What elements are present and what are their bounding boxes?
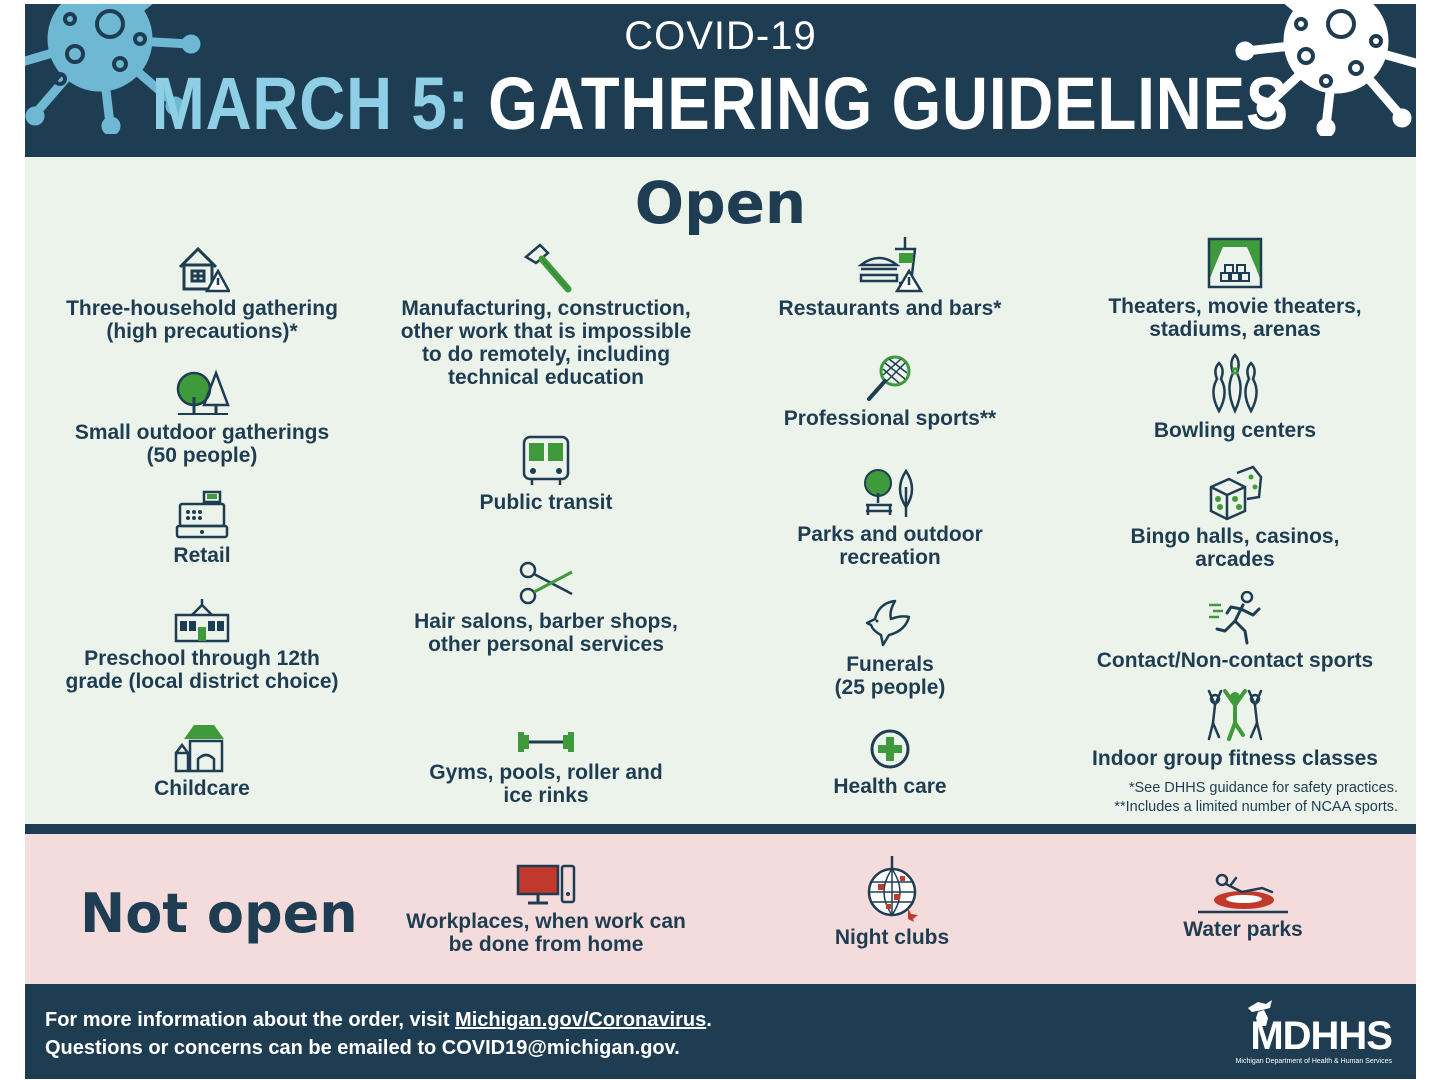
- item-label: Retail: [173, 544, 231, 567]
- item-label: Parks and outdoor: [797, 523, 983, 546]
- medical-cross-icon: [868, 727, 912, 771]
- footer: [25, 984, 1416, 1079]
- footer-line-1: [45, 1006, 712, 1034]
- item-label: Night clubs: [834, 926, 950, 949]
- open-item-bowling: [1075, 353, 1395, 442]
- open-item-retail: [42, 490, 362, 567]
- item-label: Preschool through 12th: [84, 647, 320, 670]
- park-icon: [860, 467, 920, 519]
- item-label: be done from home: [448, 933, 644, 956]
- footer-text: [45, 1006, 712, 1062]
- item-label: Small outdoor gatherings: [74, 421, 330, 444]
- not-open-section: [25, 834, 1416, 984]
- page-title-rest: GATHERING GUIDELINES: [488, 62, 1290, 145]
- open-item-health-care: [730, 727, 1050, 798]
- open-item-fitness: [1075, 687, 1395, 770]
- open-item-bingo: [1075, 465, 1395, 571]
- item-label: Indoor group fitness classes: [1092, 747, 1378, 770]
- dove-icon: [865, 599, 915, 649]
- footer-line-1-suffix: .: [706, 1009, 712, 1031]
- open-section-title: Open: [634, 169, 807, 237]
- open-item-professional-sports: [730, 353, 1050, 430]
- item-label: Workplaces, when work can: [406, 910, 686, 933]
- item-label: Restaurants and bars*: [778, 297, 1002, 320]
- item-label: Bowling centers: [1153, 419, 1317, 442]
- logo-text: MDHHS: [1250, 1014, 1392, 1058]
- open-item-manufacturing: [386, 243, 706, 389]
- item-label: stadiums, arenas: [1149, 318, 1321, 341]
- item-label: Manufacturing, construction,: [401, 297, 691, 320]
- item-label: to do remotely, including: [421, 343, 671, 366]
- item-label: Hair salons, barber shops,: [414, 610, 678, 633]
- runner-icon: [1207, 591, 1263, 645]
- header-banner: [25, 4, 1416, 157]
- bus-icon: [518, 433, 574, 487]
- item-label: arcades: [1195, 548, 1275, 571]
- computer-icon: [514, 862, 578, 906]
- section-divider: [25, 824, 1416, 834]
- not-open-item-night-clubs: [732, 856, 1052, 949]
- open-item-preschool: [42, 597, 362, 693]
- item-label: Professional sports**: [783, 407, 997, 430]
- item-label: Health care: [833, 775, 947, 798]
- item-label: Theaters, movie theaters,: [1108, 295, 1362, 318]
- item-label: (25 people): [834, 676, 946, 699]
- not-open-item-water-parks: [1083, 872, 1403, 941]
- not-open-item-workplaces: [386, 862, 706, 956]
- school-icon: [172, 597, 232, 643]
- footnotes: [1114, 779, 1398, 817]
- item-label: Three-household gathering: [66, 297, 338, 320]
- header-covid-label: COVID-19: [624, 14, 817, 58]
- dice-icon: [1207, 465, 1263, 521]
- open-item-hair-salons: [386, 560, 706, 656]
- building-blocks-icon: [172, 723, 232, 773]
- item-label: recreation: [839, 546, 941, 569]
- open-section: [25, 157, 1416, 824]
- footer-line-2: Questions or concerns can be emailed to COVID19@michigan.gov.: [45, 1037, 680, 1059]
- item-label: Bingo halls, casinos,: [1130, 525, 1340, 548]
- item-label: technical education: [447, 366, 645, 389]
- water-slide-icon: [1198, 872, 1288, 914]
- item-label: ice rinks: [503, 784, 589, 807]
- item-label: Contact/Non-contact sports: [1096, 649, 1374, 672]
- open-item-theaters: [1075, 237, 1395, 341]
- page-title: [122, 64, 1318, 144]
- scissors-icon: [518, 560, 574, 606]
- house-warning-icon: [174, 243, 230, 293]
- not-open-section-title: Not open: [80, 882, 358, 945]
- item-label: other work that is impossible: [400, 320, 692, 343]
- mdhhs-logo: [1222, 998, 1392, 1068]
- open-item-restaurants: [730, 235, 1050, 320]
- page-title-date: MARCH 5:: [151, 62, 470, 145]
- open-item-public-transit: [386, 433, 706, 514]
- item-label: Water parks: [1183, 918, 1303, 941]
- item-label: (high precautions)*: [106, 320, 298, 343]
- item-label: grade (local district choice): [65, 670, 339, 693]
- hammer-icon: [518, 243, 574, 293]
- infographic: [25, 4, 1416, 1079]
- fitness-class-icon: [1205, 687, 1265, 743]
- tennis-racket-icon: [865, 353, 915, 403]
- item-label: (50 people): [146, 444, 258, 467]
- logo-subtitle: Michigan Department of Health & Human Services: [1235, 1058, 1392, 1065]
- item-label: Childcare: [154, 777, 250, 800]
- open-item-contact-sports: [1075, 591, 1395, 672]
- footer-line-1-prefix: For more information about the order, visit: [45, 1009, 456, 1031]
- item-label: Gyms, pools, roller and: [429, 761, 663, 784]
- bowling-pins-icon: [1207, 353, 1263, 415]
- open-item-childcare: [42, 723, 362, 800]
- footnote: **Includes a limited number of NCAA sports.: [1114, 799, 1398, 815]
- item-label: Funerals: [846, 653, 934, 676]
- open-item-parks: [730, 467, 1050, 569]
- theater-stage-icon: [1205, 237, 1265, 291]
- coronavirus-link[interactable]: Michigan.gov/Coronavirus: [455, 1009, 707, 1031]
- trees-icon: [174, 367, 230, 417]
- item-label: Public transit: [479, 491, 613, 514]
- item-label: other personal services: [428, 633, 664, 656]
- open-item-outdoor-gatherings: [42, 367, 362, 467]
- open-item-funerals: [730, 599, 1050, 699]
- disco-ball-icon: [862, 856, 922, 922]
- open-item-gyms: [386, 727, 706, 807]
- cash-register-icon: [174, 490, 230, 540]
- footnote: *See DHHS guidance for safety practices.: [1128, 780, 1398, 796]
- dumbbell-icon: [514, 727, 578, 757]
- open-item-three-household: [42, 243, 362, 343]
- food-drink-warning-icon: [857, 235, 923, 293]
